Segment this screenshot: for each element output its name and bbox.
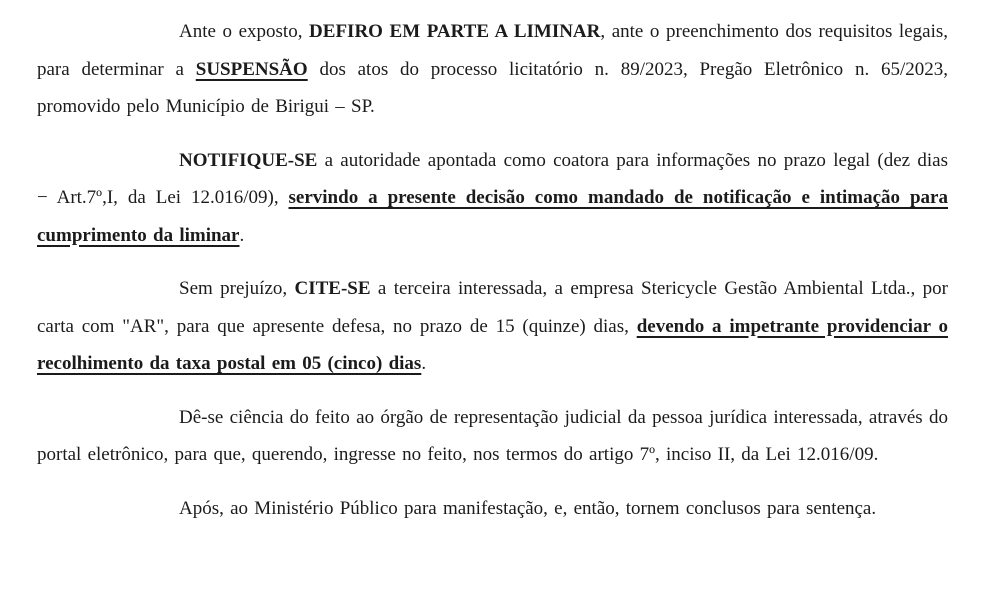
text-segment: Ante o exposto, — [179, 21, 310, 42]
text-segment: dos atos do processo licitatório n. 89/2023, Pregão Eletrônico n. 65/2023, promovido pelo Município de Birigui – SP. — [37, 58, 948, 117]
document-body — [37, 13, 948, 527]
text-segment: a terceira interessada, a empresa Stericycle Gestão Ambiental Ltda., por carta com "AR", para que apresente defesa, no prazo de 15 (quinze) dias, — [37, 278, 948, 337]
text-segment: servindo a presente decisão como mandado de notificação e intimação para cumprimento da liminar — [37, 187, 948, 246]
text-segment: , ante o preenchimento dos requisitos legais, para determinar a — [37, 21, 949, 80]
text-segment: . — [421, 353, 427, 374]
text-segment: . — [239, 224, 245, 246]
text-segment: NOTIFIQUE-SE — [179, 149, 318, 171]
text-segment: SUSPENSÃO — [195, 58, 308, 80]
text-segment: Após, ao Ministério Público para manifestação, e, então, tornem conclusos para sentença. — [179, 497, 877, 519]
text-segment: Sem prejuízo, — [179, 278, 295, 299]
text-segment: Dê-se ciência do feito ao órgão de representação judicial da pessoa jurídica interessada, através do portal eletrônico, para que, querendo, ingresse no feito, nos termos do artigo 7º, inciso II, da Lei 12.016/09. — [37, 406, 948, 465]
paragraph — [37, 142, 948, 255]
text-segment: DEFIRO EM PARTE A LIMINAR — [309, 21, 601, 42]
text-segment: a autoridade apontada como coatora para informações no prazo legal (dez dias − Art.7º,I, da Lei 12.016/09), — [37, 149, 948, 208]
paragraph — [37, 490, 948, 528]
paragraph — [37, 399, 948, 474]
paragraph — [37, 13, 948, 126]
text-segment: CITE-SE — [294, 278, 371, 299]
text-segment: devendo a impetrante providenciar o recolhimento da taxa postal em 05 (cinco) dias — [37, 315, 948, 374]
paragraph — [37, 270, 948, 383]
